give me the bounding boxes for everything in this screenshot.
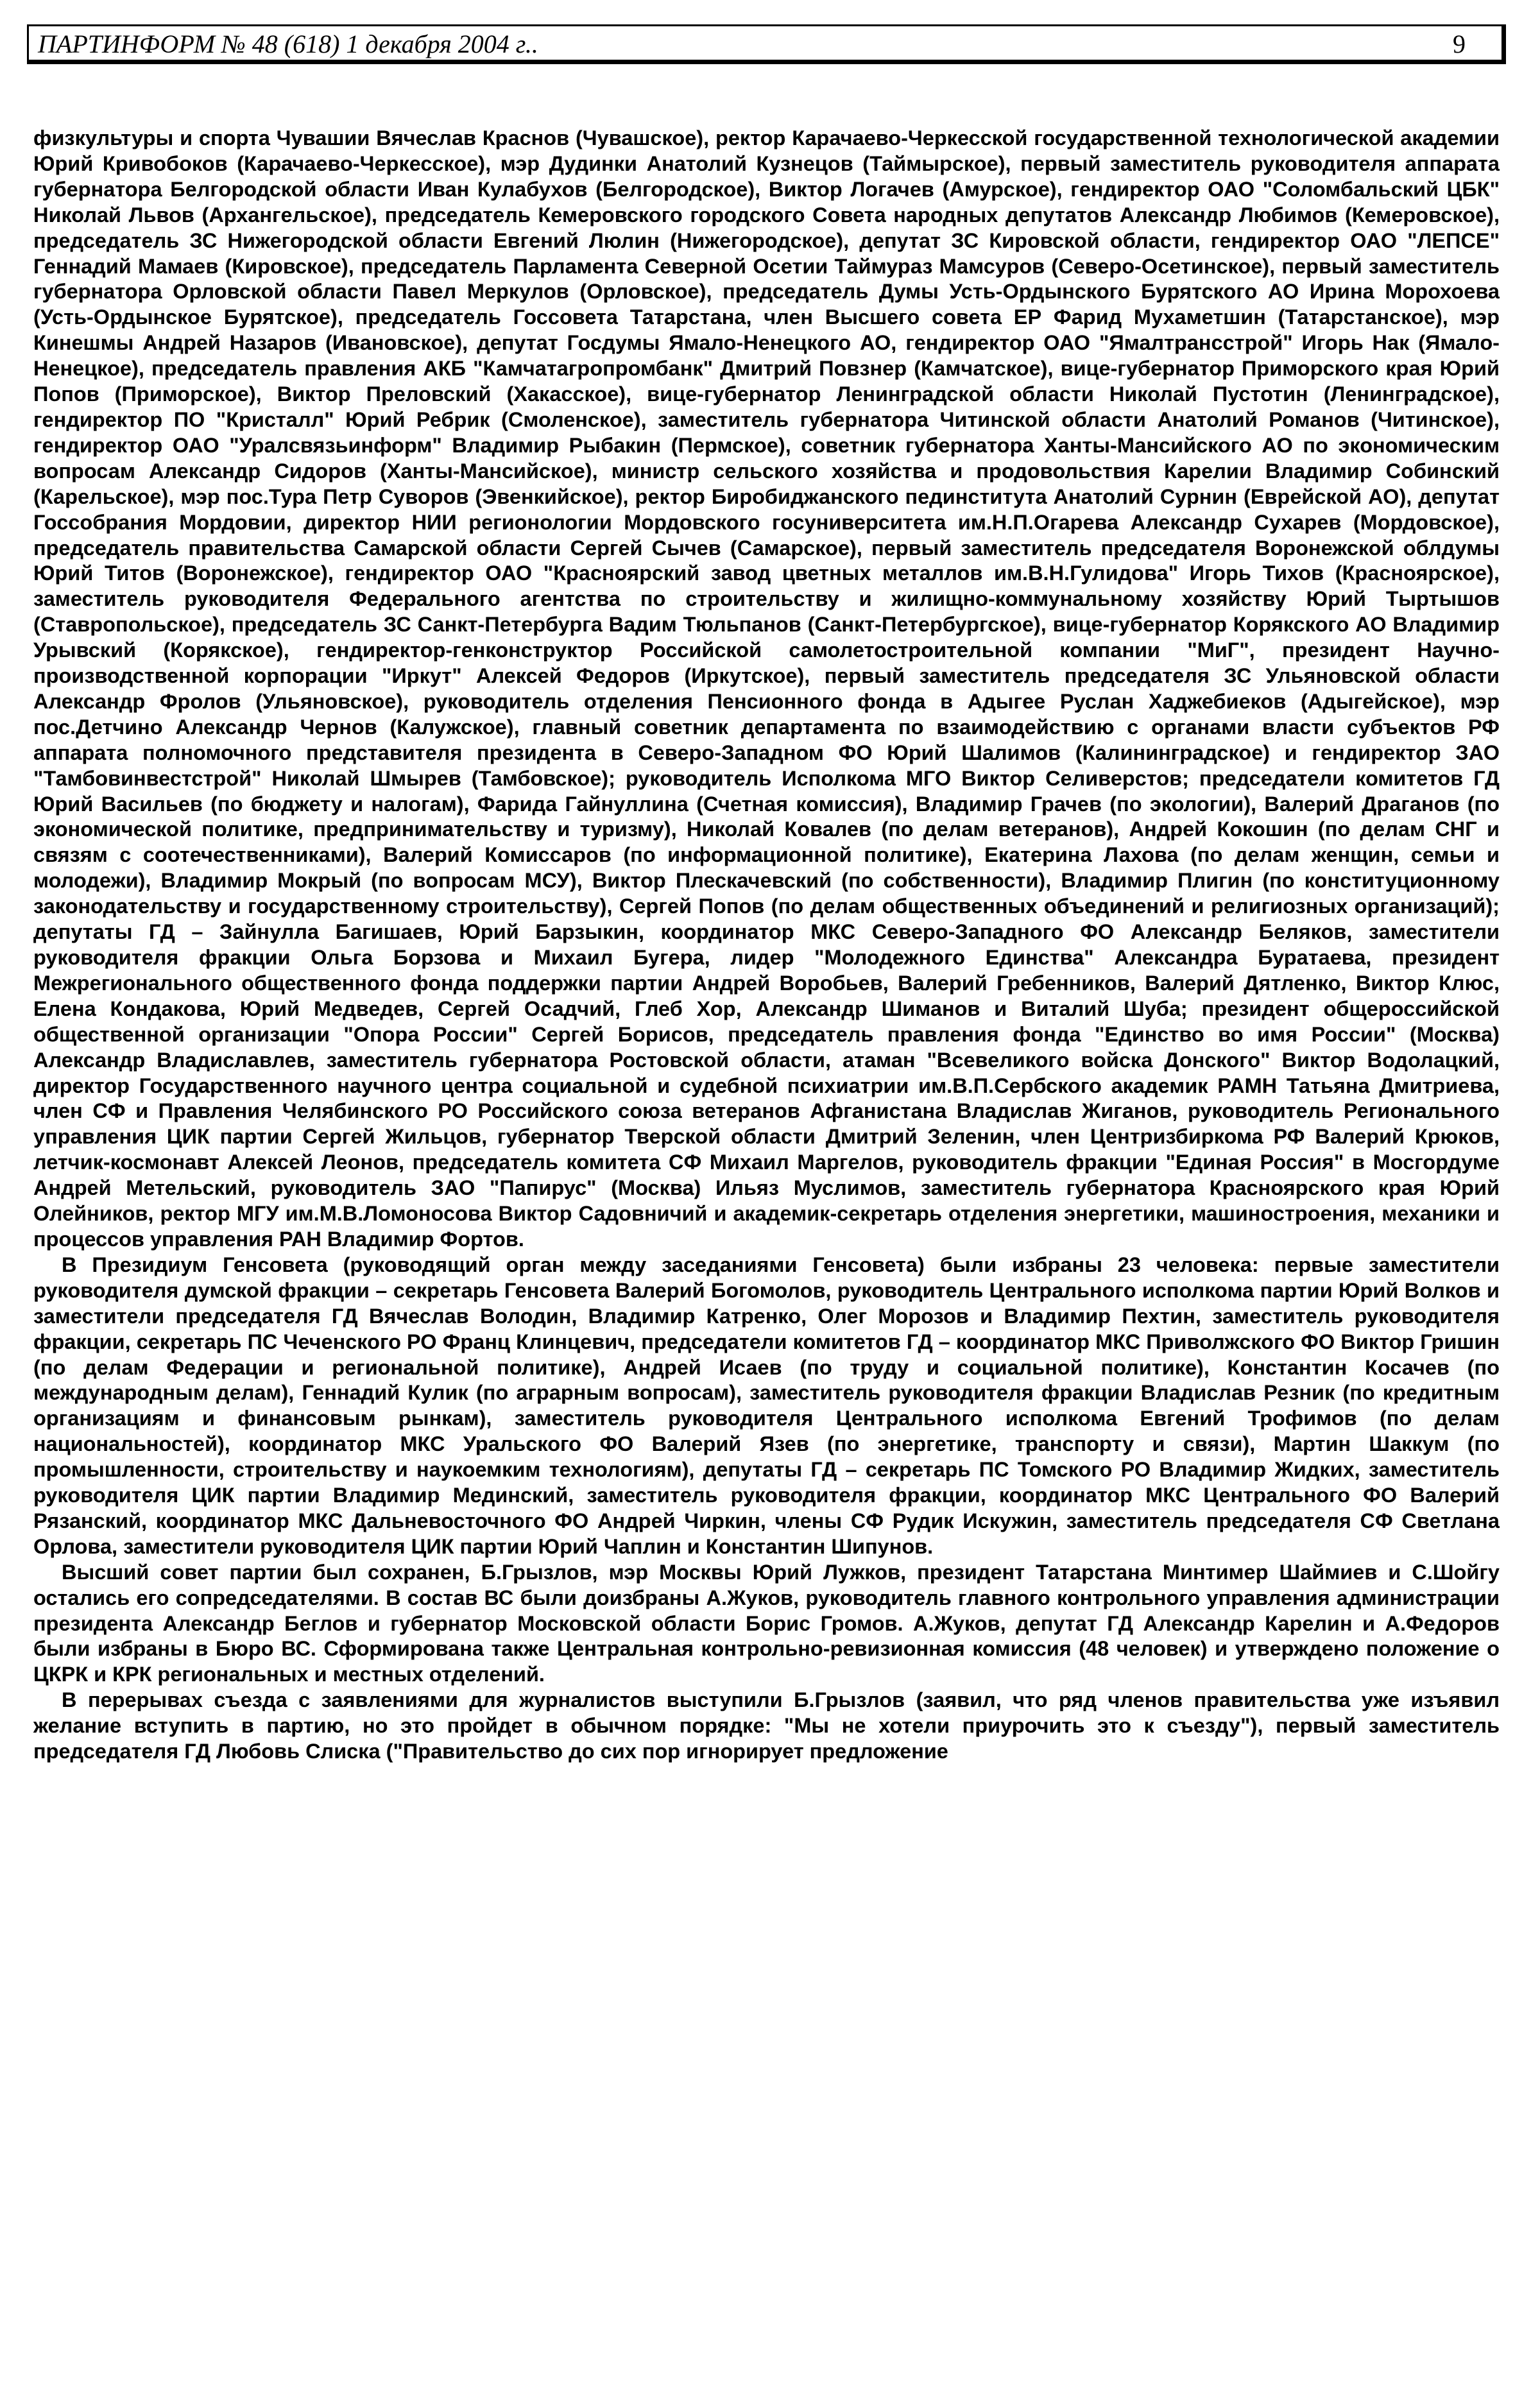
article-paragraph: В Президиум Генсовета (руководящий орган между заседаниями Генсовета) были избраны 23 человека: первые заместители руководителя думской фракции – секретарь Генсовета Валерий Богомолов, руководитель Центрального исполкома партии Юрий Волков и заместители председателя ГД Вячеслав Володин, Владимир Катренко, Олег Морозов и Владимир Пехтин, заместитель руководителя фракции, секретарь ПС Чеченского РО Франц Клинцевич, председатели комитетов ГД – координатор МКС Приволжского ФО Виктор Гришин (по делам Федерации и региональной политике), Андрей Исаев (по труду и социальной политике), Константин Косачев (по международным делам), Геннадий Кулик (по аграрным вопросам), заместитель руководителя фракции Владислав Резник (по кредитным организациям и финансовым рынкам), заместитель руководителя Центрального исполкома Евгений Трофимов (по делам национальностей), координатор МКС Уральского ФО Валерий Язев (по энергетике, транспорту и связи), Мартин Шаккум (по промышленности, строительству и наукоемким технологиям), депутаты ГД – секретарь ПС Томского РО Владимир Жидких, заместитель руководителя ЦИК партии Владимир Мединский, заместитель руководителя фракции, координатор МКС Центрального ФО Валерий Рязанский, координатор МКС Дальневосточного ФО Андрей Чиркин, члены СФ Рудик Искужин, заместитель председателя СФ Светлана Орлова, заместители руководителя ЦИК партии Юрий Чаплин и Константин Шипунов. [33,1253,1500,1558]
publication-title: ПАРТИНФОРМ № 48 (618) 1 декабря 2004 г.. [38,30,538,58]
article-paragraph: физкультуры и спорта Чувашии Вячеслав Краснов (Чувашское), ректор Карачаево-Черкесской государственной технологической академии Юрий Кривобоков (Карачаево-Черкесское), мэр Дудинки Анатолий Кузнецов (Таймырское), первый заместитель руководителя аппарата губернатора Белгородской области Иван Кулабухов (Белгородское), Виктор Логачев (Амурское), гендиректор ОАО "Соломбальский ЦБК" Николай Львов (Архангельское), председатель Кемеровского городского Совета народных депутатов Александр Любимов (Кемеровское), председатель ЗС Нижегородской области Евгений Люлин (Нижегородское), депутат ЗС Кировской области, гендиректор ОАО "ЛЕПСЕ" Геннадий Мамаев (Кировское), председатель Парламента Северной Осетии Таймураз Мамсуров (Северо-Осетинское), первый заместитель губернатора Орловской области Павел Меркулов (Орловское), председатель Думы Усть-Ордынского Бурятского АО Ирина Морохоева (Усть-Ордынское Бурятское), председатель Госсовета Татарстана, член Высшего совета ЕР Фарид Мухаметшин (Татарстанское), мэр Кинешмы Андрей Назаров (Ивановское), депутат Госдумы Ямало-Ненецкого АО, гендиректор ОАО "Ямалтрансстрой" Игорь Нак (Ямало-Ненецкое), председатель правления АКБ "Камчатагропромбанк" Дмитрий Повзнер (Камчатское), вице-губернатор Приморского края Юрий Попов (Приморское), Виктор Преловский (Хакасское), вице-губернатор Ленинградской области Николай Пустотин (Ленинградское), гендиректор ПО "Кристалл" Юрий Ребрик (Смоленское), заместитель губернатора Читинской области Анатолий Романов (Читинское), гендиректор ОАО "Уралсвязьинформ" Владимир Рыбакин (Пермское), советник губернатора Ханты-Мансийского АО по экономическим вопросам Александр Сидоров (Ханты-Мансийское), министр сельского хозяйства и продовольствия Карелии Владимир Собинский (Карельское), мэр пос.Тура Петр Суворов (Эвенкийское), ректор Биробиджанского пединститута Анатолий Сурнин (Еврейской АО), депутат Госсобрания Мордовии, директор НИИ регионологии Мордовского госуниверситета им.Н.П.Огарева Александр Сухарев (Мордовское), председатель правительства Самарской области Сергей Сычев (Самарское), первый заместитель председателя Воронежской облдумы Юрий Титов (Воронежское), гендиректор ОАО "Красноярский завод цветных металлов им.В.Н.Гулидова" Игорь Тихов (Красноярское), заместитель руководителя Федерального агентства по строительству и жилищно-коммунальному хозяйству Юрий Тыртышов (Ставропольское), председатель ЗС Санкт-Петербурга Вадим Тюльпанов (Санкт-Петербургское), вице-губернатор Корякского АО Владимир Урывский (Корякское), гендиректор-генконструктор Российской самолетостроительной компании "МиГ", президент Научно-производственной корпорации "Иркут" Алексей Федоров (Иркутское), первый заместитель председателя ЗС Ульяновской области Александр Фролов (Ульяновское), руководитель отделения Пенсионного фонда в Адыгее Руслан Хаджебиеков (Адыгейское), мэр пос.Детчино Александр Чернов (Калужское), главный советник департамента по взаимодействию с органами власти субъектов РФ аппарата полномочного представителя президента в Северо-Западном ФО Юрий Шалимов (Калининградское) и гендиректор ЗАО "Тамбовинвестстрой" Николай Шмырев (Тамбовское); руководитель Исполкома МГО Виктор Селиверстов; председатели комитетов ГД Юрий Васильев (по бюджету и налогам), Фарида Гайнуллина (Счетная комиссия), Владимир Грачев (по экологии), Валерий Драганов (по экономической политике, предпринимательству и туризму), Николай Ковалев (по делам ветеранов), Андрей Кокошин (по делам СНГ и связям с соотечественниками), Валерий Комиссаров (по информационной политике), Екатерина Лахова (по делам женщин, семьи и молодежи), Владимир Мокрый (по вопросам МСУ), Виктор Плескачевский (по собственности), Владимир Плигин (по конституционному законодательству и государственному строительству), Сергей Попов (по делам общественных объединений и религиозных организаций); депутаты ГД – Зайнулла Багишаев, Юрий Барзыкин, координатор МКС Северо-Западного ФО Александр Беляков, заместители руководителя фракции Ольга Борзова и Михаил Бугера, лидер "Молодежного Единства" Александра Буратаева, президент Межрегионального общественного фонда поддержки партии Андрей Воробьев, Валерий Гребенников, Валерий Дятленко, Виктор Клюс, Елена Кондакова, Юрий Медведев, Сергей Осадчий, Глеб Хор, Александр Шиманов и Виталий Шуба; президент общероссийской общественной организации "Опора России" Сергей Борисов, председатель правления фонда "Единство во имя России" (Москва) Александр Владиславлев, заместитель губернатора Ростовской области, атаман "Всевеликого войска Донского" Виктор Водолацкий, директор Государственного научного центра социальной и судебной психиатрии им.В.П.Сербского академик РАМН Татьяна Дмитриева, член СФ и Правления Челябинского РО Российского союза ветеранов Афганистана Владислав Жиганов, руководитель Регионального управления ЦИК партии Сергей Жильцов, губернатор Тверской области Дмитрий Зеленин, член Центризбиркома РФ Валерий Крюков, летчик-космонавт Алексей Леонов, председатель комитета СФ Михаил Маргелов, руководитель фракции "Единая Россия" в Мосгордуме Андрей Метельский, руководитель ЗАО "Папирус" (Москва) Ильяз Муслимов, заместитель губернатора Красноярского края Юрий Олейников, ректор МГУ им.М.В.Ломоносова Виктор Садовничий и академик-секретарь отделения энергетики, машиностроения, механики и процессов управления РАН Владимир Фортов. [33,126,1500,1251]
article-body [33,126,1500,1765]
article-paragraph: Высший совет партии был сохранен, Б.Грызлов, мэр Москвы Юрий Лужков, президент Татарстана Минтимер Шаймиев и С.Шойгу остались его сопредседателями. В состав ВС были доизбраны А.Жуков, руководитель главного контрольного управления администрации президента Александр Беглов и губернатор Московской области Борис Громов. А.Жуков, депутат ГД Александр Карелин и А.Федоров были избраны в Бюро ВС. Сформирована также Центральная контрольно-ревизионная комиссия (48 человек) и утверждено положение о ЦКРК и КРК региональных и местных отделений. [33,1560,1500,1686]
article-paragraph: В перерывах съезда с заявлениями для журналистов выступили Б.Грызлов (заявил, что ряд членов правительства уже изъявил желание вступить в партию, но это пройдет в обычном порядке: "Мы не хотели приурочить это к съезду"), первый заместитель председателя ГД Любовь Слиска ("Правительство до сих пор игнорирует предложение [33,1688,1500,1763]
page-header [27,24,1506,64]
page-number: 9 [1453,30,1466,58]
